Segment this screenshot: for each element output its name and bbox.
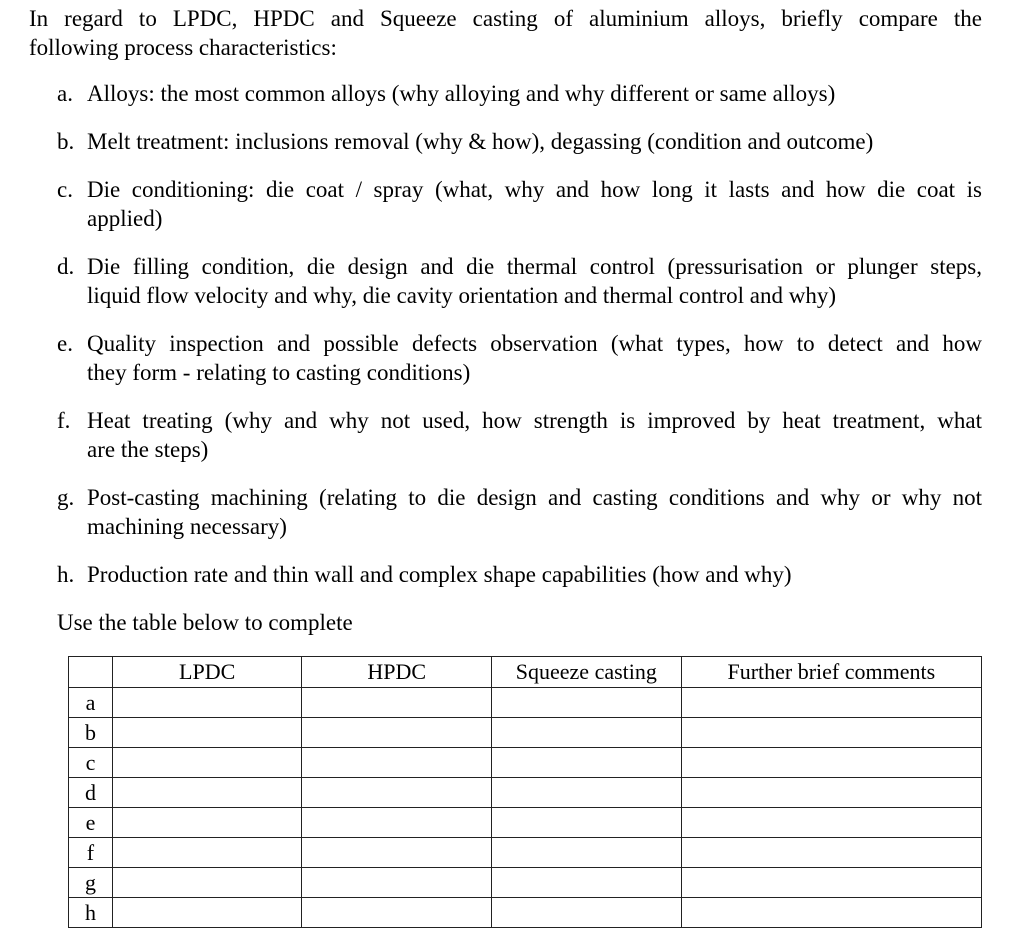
cell-further-comments[interactable] (681, 778, 981, 808)
header-hpdc: HPDC (302, 657, 492, 688)
cell-hpdc[interactable] (302, 688, 492, 718)
cell-hpdc[interactable] (302, 718, 492, 748)
table-row (69, 748, 982, 778)
list-item-letter: g. (57, 485, 75, 510)
cell-lpdc[interactable] (112, 718, 302, 748)
list-item-letter: c. (57, 177, 73, 202)
row-label: c (69, 748, 113, 778)
cell-squeeze-casting[interactable] (492, 868, 682, 898)
list-item-e (57, 329, 982, 387)
list-item-text-continued: machining necessary) (87, 514, 287, 539)
cell-lpdc[interactable] (112, 898, 302, 928)
row-label: a (69, 688, 113, 718)
cell-hpdc[interactable] (302, 868, 492, 898)
row-label: e (69, 808, 113, 838)
table-header-row (69, 657, 982, 688)
list-item-h (57, 560, 982, 589)
list-item-letter: f. (57, 408, 71, 433)
cell-further-comments[interactable] (681, 898, 981, 928)
cell-further-comments[interactable] (681, 718, 981, 748)
list-item-letter: d. (57, 254, 75, 279)
list-item-text: Melt treatment: inclusions removal (why & how), degassing (condition and outcome) (87, 129, 874, 154)
list-item-text-continued: liquid flow velocity and why, die cavity orientation and thermal control and why) (87, 283, 837, 308)
list-item-letter: a. (57, 81, 73, 106)
cell-lpdc[interactable] (112, 688, 302, 718)
cell-further-comments[interactable] (681, 808, 981, 838)
cell-squeeze-casting[interactable] (492, 718, 682, 748)
header-lpdc: LPDC (112, 657, 302, 688)
row-label: f (69, 838, 113, 868)
cell-hpdc[interactable] (302, 778, 492, 808)
list-item-text: Die conditioning: die coat / spray (what, why and how long it lasts and how die coat is (87, 177, 982, 202)
table-row (69, 778, 982, 808)
list-item-letter: h. (57, 562, 75, 587)
row-label: d (69, 778, 113, 808)
list-item-text: Post-casting machining (relating to die design and casting conditions and why or why not (87, 485, 982, 510)
cell-further-comments[interactable] (681, 748, 981, 778)
cell-hpdc[interactable] (302, 748, 492, 778)
list-item-text-continued: are the steps) (87, 437, 209, 462)
list-item-g (57, 483, 982, 541)
list-item-text: Die filling condition, die design and die thermal control (pressurisation or plunger steps, (87, 254, 982, 279)
header-squeeze-casting: Squeeze casting (492, 657, 682, 688)
intro-line-2: following process characteristics: (29, 35, 337, 60)
cell-hpdc[interactable] (302, 808, 492, 838)
cell-hpdc[interactable] (302, 838, 492, 868)
list-item-text: Quality inspection and possible defects observation (what types, how to detect and how (87, 331, 982, 356)
intro-line-1: In regard to LPDC, HPDC and Squeeze casting of aluminium alloys, briefly compare the (29, 6, 982, 31)
cell-further-comments[interactable] (681, 688, 981, 718)
list-item-text-continued: they form - relating to casting conditions) (87, 360, 471, 385)
list-item-a (57, 79, 982, 108)
cell-lpdc[interactable] (112, 748, 302, 778)
cell-lpdc[interactable] (112, 808, 302, 838)
list-item-letter: e. (57, 331, 73, 356)
list-item-d (57, 252, 982, 310)
table-instruction: Use the table below to complete (57, 610, 353, 635)
list-item-text-continued: applied) (87, 206, 163, 231)
table-row (69, 898, 982, 928)
row-label: g (69, 868, 113, 898)
table-row (69, 838, 982, 868)
cell-squeeze-casting[interactable] (492, 748, 682, 778)
cell-lpdc[interactable] (112, 778, 302, 808)
list-item-letter: b. (57, 129, 75, 154)
row-label: b (69, 718, 113, 748)
cell-hpdc[interactable] (302, 898, 492, 928)
cell-further-comments[interactable] (681, 868, 981, 898)
comparison-table (68, 656, 982, 928)
list-item-text: Production rate and thin wall and complex shape capabilities (how and why) (87, 562, 792, 587)
cell-further-comments[interactable] (681, 838, 981, 868)
header-row-label (69, 657, 113, 688)
list-item-c (57, 175, 982, 233)
list-item-text: Alloys: the most common alloys (why alloying and why different or same alloys) (87, 81, 836, 106)
table-row (69, 808, 982, 838)
list-item-f (57, 406, 982, 464)
table-row (69, 868, 982, 898)
cell-squeeze-casting[interactable] (492, 838, 682, 868)
cell-squeeze-casting[interactable] (492, 688, 682, 718)
cell-lpdc[interactable] (112, 868, 302, 898)
row-label: h (69, 898, 113, 928)
list-item-text: Heat treating (why and why not used, how strength is improved by heat treatment, what (87, 408, 982, 433)
table-row (69, 718, 982, 748)
cell-lpdc[interactable] (112, 838, 302, 868)
cell-squeeze-casting[interactable] (492, 778, 682, 808)
cell-squeeze-casting[interactable] (492, 898, 682, 928)
header-further-comments: Further brief comments (681, 657, 981, 688)
list-item-b (57, 127, 982, 156)
cell-squeeze-casting[interactable] (492, 808, 682, 838)
table-row (69, 688, 982, 718)
intro-paragraph (29, 4, 982, 62)
